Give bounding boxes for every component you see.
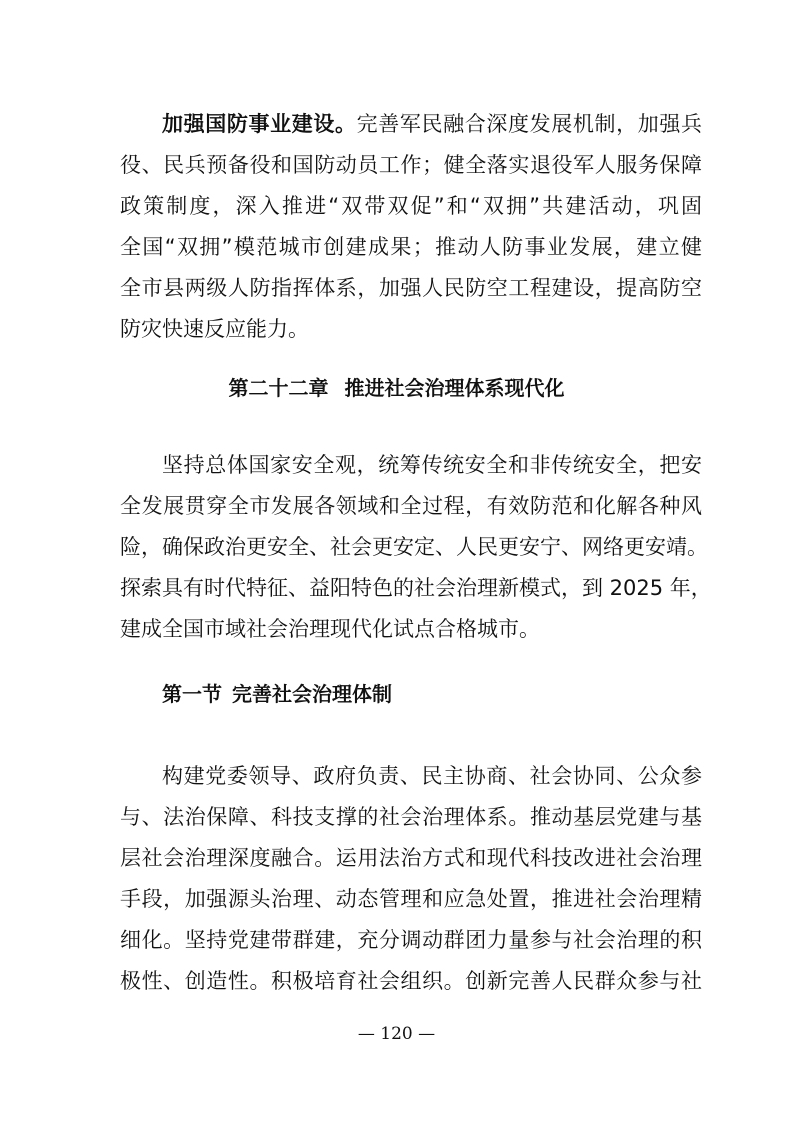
- chapter-title: 推进社会治理体系现代化: [344, 376, 565, 400]
- paragraph-line: 与、法治保障、科技支撑的社会治理体系。推动基层党建与基: [120, 805, 702, 829]
- paragraph-line: 险，确保政治更安全、社会更安定、人民更安宁、网络更安靖。: [120, 535, 708, 559]
- paragraph-line: 全市县两级人防指挥体系，加强人民防空工程建设，提高防空: [120, 276, 702, 300]
- paragraph-line: 建成全国市域社会治理现代化试点合格城市。: [120, 617, 540, 641]
- paragraph-line: 极性、创造性。积极培育社会组织。创新完善人民群众参与社: [120, 969, 702, 993]
- chapter-number: 第二十二章: [228, 376, 329, 400]
- paragraph-line: 细化。坚持党建带群建，充分调动群团力量参与社会治理的积: [120, 928, 702, 952]
- paragraph-line: 构建党委领导、政府负责、民主协商、社会协同、公众参: [162, 764, 702, 788]
- paragraph-line: 手段，加强源头治理、动态管理和应急处置，推进社会治理精: [120, 887, 702, 911]
- paragraph-line: 坚持总体国家安全观，统筹传统安全和非传统安全，把安: [162, 453, 702, 477]
- paragraph-lead: 加强国防事业建设。: [162, 112, 357, 136]
- page-number: — 120 —: [357, 1024, 436, 1044]
- paragraph-line: 全发展贯穿全市发展各领域和全过程，有效防范和化解各种风: [120, 494, 702, 518]
- paragraph-line: 役、民兵预备役和国防动员工作；健全落实退役军人服务保障: [120, 153, 702, 177]
- section-title: 完善社会治理体制: [232, 682, 392, 706]
- paragraph-line: 政策制度，深入推进“双带双促”和“双拥”共建活动，巩固: [120, 194, 702, 218]
- paragraph-line: 加强国防事业建设。完善军民融合深度发展机制，加强兵: [162, 112, 702, 136]
- paragraph-line: 防灾快速反应能力。: [120, 317, 309, 341]
- section-number: 第一节: [162, 682, 222, 706]
- section-heading: [162, 680, 392, 708]
- chapter-heading: [0, 374, 793, 402]
- paragraph-line: 层社会治理深度融合。运用法治方式和现代科技改进社会治理: [120, 846, 702, 870]
- paragraph-line: 全国“双拥”模范城市创建成果；推动人防事业发展，建立健: [120, 235, 702, 259]
- paragraph-line: 探索具有时代特征、益阳特色的社会治理新模式，到 2025 年，: [120, 576, 712, 600]
